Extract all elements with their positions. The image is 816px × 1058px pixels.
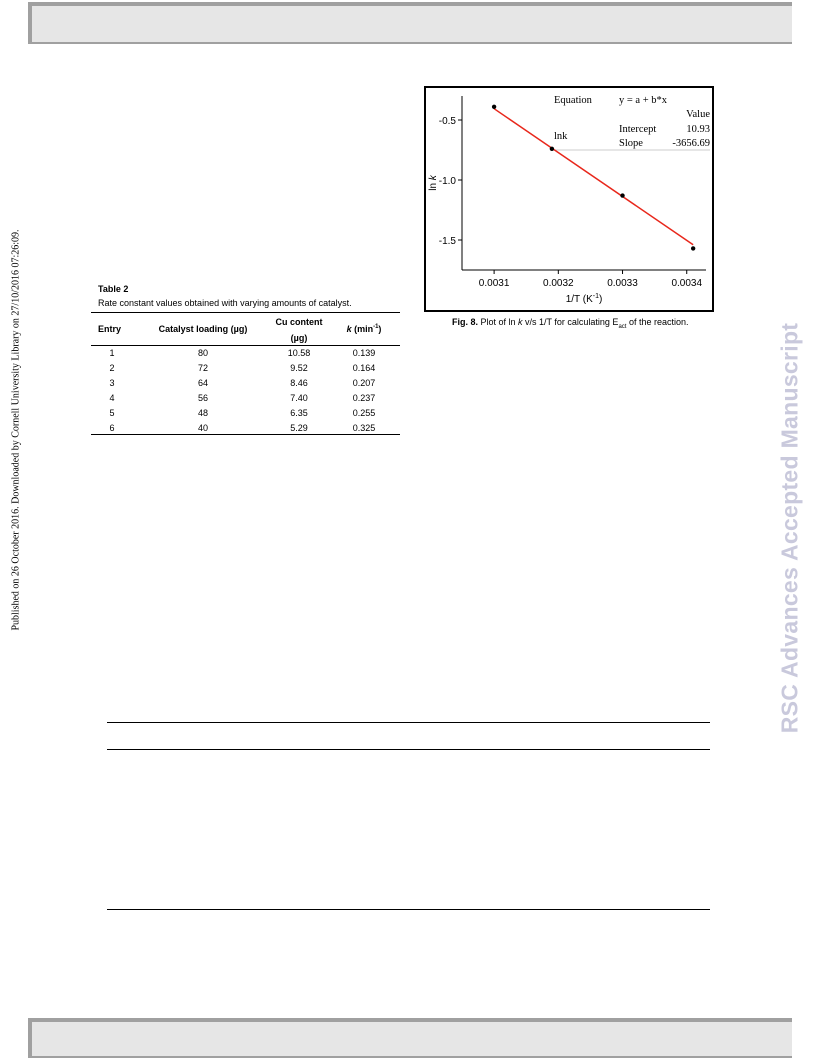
- table-cell-cu-content: 5.29: [290, 423, 308, 433]
- y-axis-label-k: k: [428, 175, 439, 181]
- header-k: k: [346, 324, 352, 334]
- y-tick-label: -0.5: [438, 116, 456, 127]
- figure-caption-k: k: [518, 317, 523, 327]
- table-cell-catalyst-loading: 64: [197, 378, 208, 388]
- x-axis-label: [566, 293, 603, 305]
- table-cell-rate-constant: 0.255: [352, 408, 376, 418]
- y-tick-label: -1.5: [438, 236, 456, 247]
- y-tick-label: -1.0: [438, 176, 456, 187]
- legend-equation-label: Equation: [554, 95, 592, 106]
- table-cell-catalyst-loading: 40: [197, 423, 208, 433]
- table-cell-entry: 5: [109, 408, 115, 418]
- header-k-unit: (min: [351, 324, 374, 334]
- table-caption: Rate constant values obtained with varying amounts of catalyst.: [98, 298, 352, 308]
- watermark-text: RSC Advances Accepted Manuscript: [776, 322, 803, 734]
- table-header-rule: [91, 345, 400, 346]
- table-cell-entry: 6: [109, 423, 115, 433]
- table-cell-cu-content: 7.40: [290, 393, 308, 403]
- x-tick-label: 0.0032: [543, 278, 574, 289]
- table-cell-entry: 2: [109, 363, 115, 373]
- figure-caption-text-a: Plot of ln: [478, 317, 519, 327]
- publication-note-text: Published on 26 October 2016. Downloaded by Cornell University Library on 27/10/2016 07:26:09.: [10, 229, 22, 631]
- table-cell-rate-constant: 0.164: [352, 363, 376, 373]
- table-cell-catalyst-loading: 48: [197, 408, 208, 418]
- legend-series-name: lnk: [554, 131, 568, 142]
- header-k-sup: -1: [373, 324, 379, 330]
- x-axis-label-main: 1/T (K: [565, 294, 593, 305]
- header-rate-constant: [334, 324, 394, 334]
- x-axis-label-sup: -1: [592, 293, 599, 300]
- section-rule-1: [107, 722, 710, 723]
- section-rule-3: [107, 909, 710, 910]
- x-axis-label-end: ): [598, 294, 603, 305]
- figure-caption-sub: act: [618, 323, 627, 330]
- y-axis-label: [428, 174, 439, 191]
- table-cell-rate-constant: 0.325: [352, 423, 376, 433]
- figure-caption-text-b: v/s 1/T for calculating E: [522, 317, 619, 327]
- publication-note: [6, 215, 26, 645]
- table-cell-entry: 4: [109, 393, 115, 403]
- header-cu-content-line1: Cu content: [275, 317, 323, 327]
- legend-intercept-value: 10.93: [686, 124, 710, 135]
- table-cell-rate-constant: 0.237: [352, 393, 376, 403]
- data-point: [550, 147, 554, 151]
- table-cell-cu-content: 10.58: [287, 348, 311, 358]
- header-catalyst-loading: Catalyst loading (µg): [158, 324, 248, 334]
- page-header-bar: [28, 2, 792, 44]
- table-cell-rate-constant: 0.207: [352, 378, 376, 388]
- x-tick-label: 0.0031: [478, 278, 510, 289]
- header-cu-content-line2: (µg): [290, 333, 308, 343]
- x-tick-label: 0.0034: [671, 278, 703, 289]
- legend-slope-label: Slope: [619, 138, 643, 149]
- legend-value-header: Value: [686, 109, 710, 120]
- table-top-rule: [91, 312, 400, 313]
- figure-caption-label: Fig. 8.: [452, 317, 479, 327]
- table-cell-catalyst-loading: 80: [197, 348, 208, 358]
- manuscript-watermark: [770, 258, 810, 798]
- data-point: [620, 193, 624, 197]
- legend-slope-value: -3656.69: [672, 138, 710, 149]
- y-axis-label-main: ln: [428, 180, 439, 191]
- table-cell-catalyst-loading: 56: [197, 393, 208, 403]
- table-cell-entry: 3: [109, 378, 115, 388]
- figure-8-caption: [452, 317, 689, 330]
- data-point: [691, 246, 695, 250]
- page-footer-bar: [28, 1018, 792, 1058]
- figure-8-chart: [424, 86, 714, 312]
- table-cell-entry: 1: [109, 348, 115, 358]
- table-cell-cu-content: 8.46: [290, 378, 308, 388]
- chart-svg: [426, 88, 712, 310]
- section-rule-2: [107, 749, 710, 750]
- header-entry: Entry: [98, 324, 122, 334]
- data-point: [492, 105, 496, 109]
- header-k-close: ): [378, 324, 382, 334]
- x-tick-label: 0.0033: [607, 278, 638, 289]
- table-cell-catalyst-loading: 72: [197, 363, 208, 373]
- table-cell-cu-content: 9.52: [290, 363, 308, 373]
- legend-equation-value: y = a + b*x: [619, 95, 668, 106]
- table-bottom-rule: [91, 434, 400, 435]
- table-cell-rate-constant: 0.139: [352, 348, 376, 358]
- legend-intercept-label: Intercept: [619, 124, 657, 135]
- table-title: Table 2: [98, 284, 129, 294]
- table-cell-cu-content: 6.35: [290, 408, 308, 418]
- figure-caption-text-c: of the reaction.: [626, 317, 689, 327]
